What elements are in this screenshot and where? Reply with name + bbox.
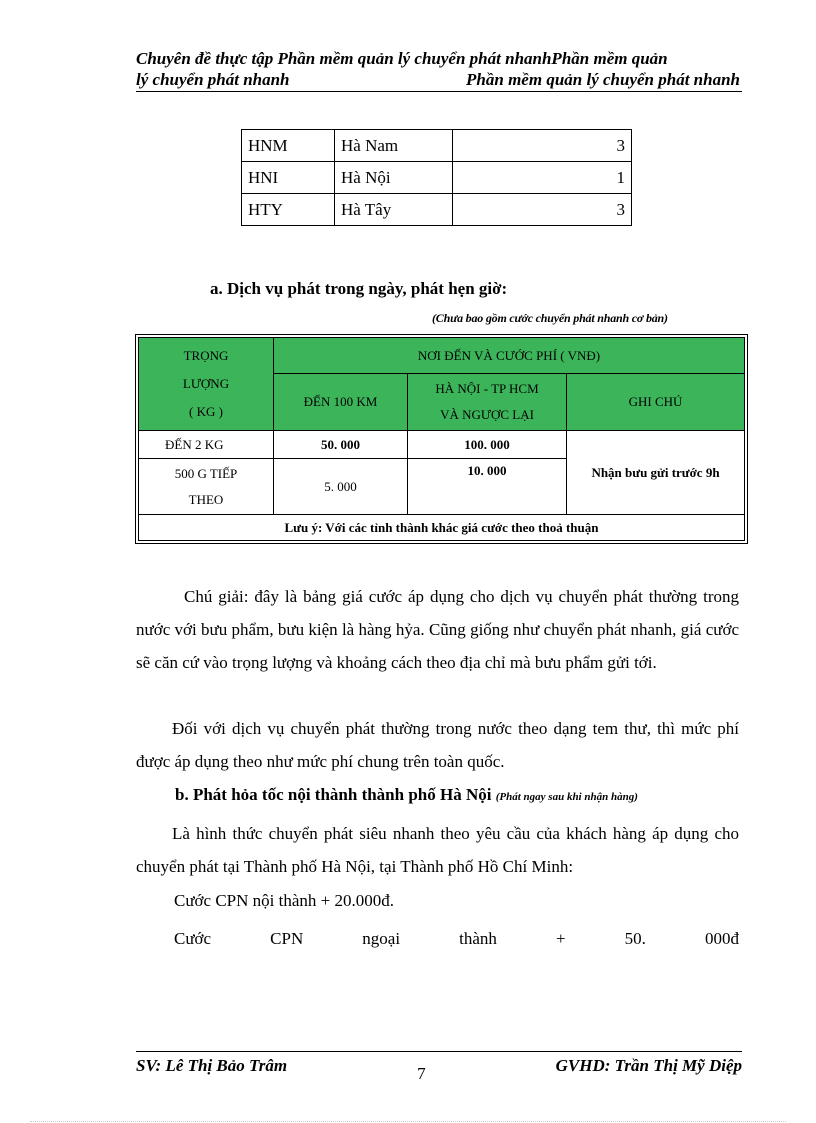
row2-v1: 5. 000 — [274, 459, 408, 515]
footer-student: SV: Lê Thị Bảo Trâm — [136, 1056, 288, 1075]
value-cell: 3 — [453, 194, 632, 226]
col-hn-hcm-header — [408, 374, 567, 431]
section-b-heading — [175, 785, 638, 805]
page-edge-divider — [30, 1121, 786, 1122]
row1-weight: ĐẾN 2 KG — [139, 431, 274, 459]
header-line1: Chuyên đề thực tập Phần mềm quản lý chuyển phát nhanhPhần mềm quản — [136, 49, 668, 68]
table-row — [242, 162, 632, 194]
value-cell: 1 — [453, 162, 632, 194]
code-cell: HNI — [242, 162, 335, 194]
name-cell: Hà Nội — [335, 162, 453, 194]
table-row — [242, 194, 632, 226]
fee-word: Cước — [174, 929, 212, 948]
header-line2-left: lý chuyển phát nhanh — [136, 70, 290, 89]
footer-advisor: GVHD: Trần Thị Mỹ Diệp — [555, 1056, 742, 1075]
paragraph-express: Là hình thức chuyển phát siêu nhanh theo yêu cầu của khách hàng áp dụng cho chuyển phát tại Thành phố Hà Nội, tại Thành phố Hồ Chí Minh: — [136, 824, 739, 876]
price-table-frame — [135, 334, 748, 544]
paragraph-inner-city-fee: Cước CPN nội thành + 20.000đ. — [174, 891, 394, 910]
weight-header — [139, 338, 274, 431]
section-b-note: (Phát ngay sau khi nhận hàng) — [495, 791, 638, 803]
section-a-title: a. Dịch vụ phát trong ngày, phát hẹn giờ: — [210, 279, 508, 298]
code-cell: HNM — [242, 130, 335, 162]
weight-header-line3: ( KG ) — [189, 404, 223, 419]
fee-word: CPN — [270, 929, 304, 948]
code-cell: HTY — [242, 194, 335, 226]
paragraph-legend: Chú giải: đây là bảng giá cước áp dụng cho dịch vụ chuyển phát thường trong nước với bưu phẩm, bưu kiện là hàng hỷa. Cũng giống như chuyển phát nhanh, giá cước sẽ căn cứ vào trọng lượng và khoảng cách theo địa chỉ mà bưu phẩm gửi tới. — [136, 587, 739, 672]
fee-word: ngoại — [362, 929, 401, 948]
paragraph-stamp-service: Đối với dịch vụ chuyển phát thường trong nước theo dạng tem thư, thì mức phí được áp dụng theo như mức phí chung trên toàn quốc. — [136, 719, 739, 771]
table-row — [242, 130, 632, 162]
weight-header-line1: TRỌNG — [183, 348, 229, 363]
page-number: 7 — [417, 1064, 426, 1083]
remark-cell: Nhận bưu gửi trước 9h — [567, 431, 745, 515]
row2-v2: 10. 000 — [408, 459, 567, 515]
col-hn-hcm-line2: VÀ NGƯỢC LẠI — [440, 407, 534, 422]
section-b-title: b. Phát hỏa tốc nội thành thành phố Hà Nội — [175, 785, 492, 804]
row2-weight-line1: 500 G TIẾP — [174, 465, 238, 481]
price-table — [138, 337, 745, 541]
value-cell: 3 — [453, 130, 632, 162]
destination-header: NƠI ĐẾN VÀ CƯỚC PHÍ ( VNĐ) — [274, 338, 745, 374]
name-cell: Hà Tây — [335, 194, 453, 226]
header-line2 — [136, 69, 742, 92]
price-footnote: Lưu ý: Với các tỉnh thành khác giá cước theo thoả thuận — [139, 515, 745, 541]
col-hn-hcm-line1: HÀ NỘI - TP HCM — [435, 381, 539, 396]
weight-header-line2: LƯỢNG — [182, 376, 230, 391]
row2-weight-line2: THEO — [188, 491, 224, 507]
name-cell: Hà Nam — [335, 130, 453, 162]
col-100km-header: ĐẾN 100 KM — [274, 374, 408, 431]
fee-word: 50. — [624, 929, 646, 948]
section-a-note: (Chưa bao gồm cước chuyển phát nhanh cơ bản) — [432, 311, 668, 325]
header-line2-right: Phần mềm quản lý chuyển phát nhanh — [466, 70, 740, 89]
col-note-header: GHI CHÚ — [567, 374, 745, 431]
province-code-table — [241, 129, 632, 226]
fee-word: thành — [459, 929, 497, 948]
row1-v1: 50. 000 — [274, 431, 408, 459]
fee-word: 000đ — [704, 929, 739, 948]
page-header — [136, 48, 742, 92]
row1-v2: 100. 000 — [408, 431, 567, 459]
fee-word: + — [555, 929, 566, 948]
paragraph-outer-city-fee — [174, 922, 739, 955]
page-footer — [136, 1051, 742, 1084]
row2-weight — [139, 459, 274, 515]
